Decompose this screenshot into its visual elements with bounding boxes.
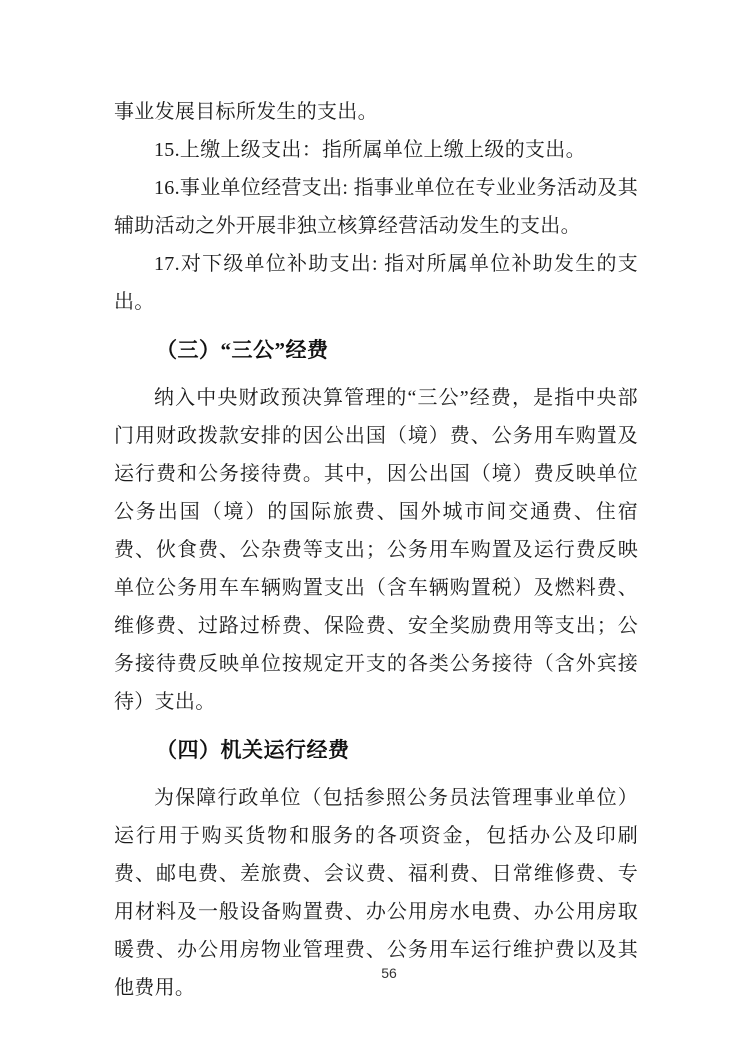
paragraph-item-17: 17.对下级单位补助支出: 指对所属单位补助发生的支出。 — [114, 253, 638, 313]
document-body — [114, 93, 638, 1007]
section-heading-three-public-funds: （三）“三公”经费 — [156, 338, 329, 362]
paragraph-continuation: 事业发展目标所发生的支出。 — [114, 101, 378, 123]
paragraph-agency-operating-funds: 为保障行政单位（包括参照公务员法管理事业单位）运行用于购买货物和服务的各项资金，包括办公及印刷费、邮电费、差旅费、会议费、福利费、日常维修费、专用材料及一般设备购置费、办公用房水电费、办公用房取暖费、办公用房物业管理费、公务用车运行维护费以及其他费用。 — [114, 787, 638, 999]
page-number: 56 — [381, 965, 397, 981]
paragraph-three-public-funds: 纳入中央财政预决算管理的“三公”经费，是指中央部门用财政拨款安排的因公出国（境）费、公务用车购置及运行费和公务接待费。其中，因公出国（境）费反映单位公务出国（境）的国际旅费、国外城市间交通费、住宿费、伙食费、公杂费等支出；公务用车购置及运行费反映单位公务用车车辆购置支出（含车辆购置税）及燃料费、维修费、过路过桥费、保险费、安全奖励费用等支出；公务接待费反映单位按规定开支的各类公务接待（含外宾接待）支出。 — [114, 387, 638, 713]
paragraph-item-15: 15.上缴上级支出：指所属单位上缴上级的支出。 — [154, 139, 586, 161]
paragraph-item-16: 16.事业单位经营支出: 指事业单位在专业业务活动及其辅助活动之外开展非独立核算经营活动发生的支出。 — [114, 177, 638, 237]
section-heading-agency-operating-funds: （四）机关运行经费 — [156, 738, 350, 762]
